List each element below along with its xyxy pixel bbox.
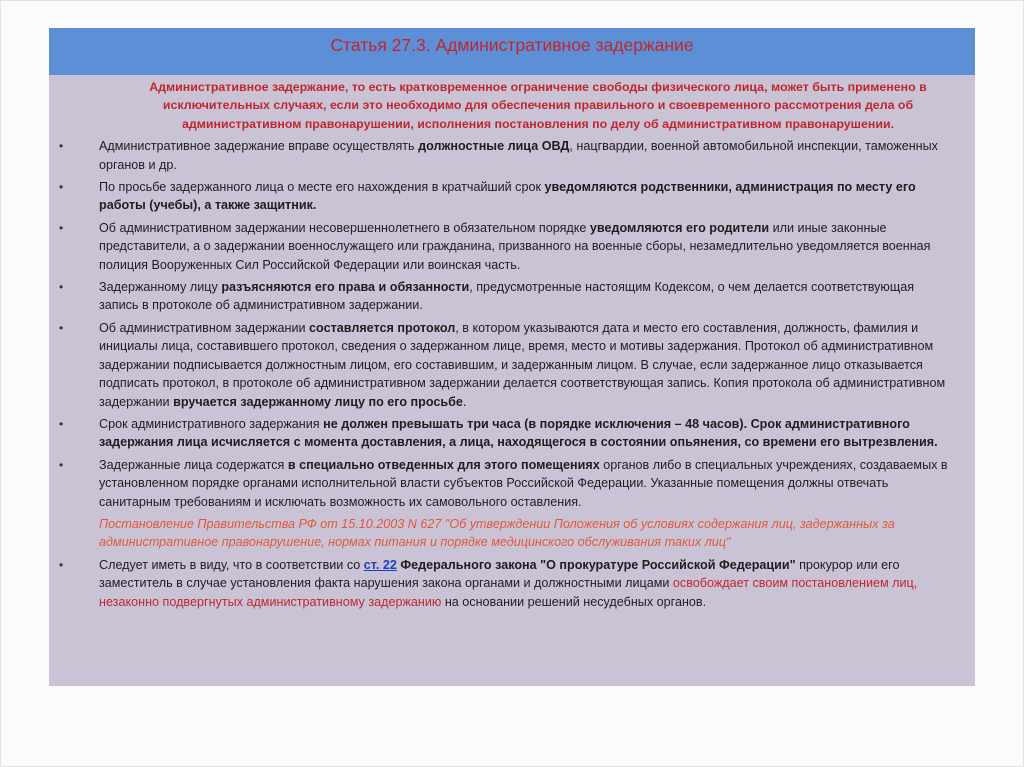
bullet-text: , в котором указываются дата и место его составления, должность, фамилия и инициалы лица, составившего протокол, сведения о задержанном лице, время, место и мотивы задержания. Протокол об административном задержании подписывается должностным лицом, его составившим, и задержанным лицом. В случае, если задержанное лицо отказывается подписать протокол, в протоколе об административном задержании делается соответствующая запись. Копия протокола об административном задержании xyxy=(99,320,946,409)
slide-content xyxy=(49,78,975,611)
bullet-item-minors xyxy=(49,219,975,274)
bullet-item-protocol xyxy=(49,319,975,411)
bullet-item-prosecutor xyxy=(49,556,975,611)
slide-title: Статья 27.3. Административное задержание xyxy=(330,35,694,55)
bullet-emphasis: не должен превышать три часа (в порядке исключения – 48 часов). Срок административного задержания лица исчисляется с момента доставления, а лица, находящегося в состоянии опьянения, со времени его вытрезвления. xyxy=(99,416,938,450)
bullet-emphasis: Федерального закона "О прокуратуре Российской Федерации" xyxy=(396,557,796,572)
bullet-icon: • xyxy=(59,220,64,235)
bullet-text: По просьбе задержанного лица о месте его нахождения в кратчайший срок xyxy=(99,180,545,195)
regulation-note: Постановление Правительства РФ от 15.10.2003 N 627 "Об утверждении Положения об условиях содержания лиц, задержанных за административное правонарушение, нормах питания и порядке медицинского обслуживания таких лиц" xyxy=(99,516,895,550)
bullet-item-detention-premises xyxy=(49,456,975,511)
bullet-text: Следует иметь в виду, что в соответствии со xyxy=(99,557,364,572)
bullet-emphasis: уведомляются родственники, администрация по месту его работы (учебы), а также защитник. xyxy=(99,180,916,213)
bullet-item-term xyxy=(49,415,975,452)
bullet-icon: • xyxy=(59,457,64,472)
bullet-emphasis: в специально отведенных для этого помещениях xyxy=(287,457,600,472)
bullet-emphasis: вручается задержанному лицу по его просьбе xyxy=(173,394,463,409)
bullet-text: . xyxy=(462,394,467,409)
bullet-icon: • xyxy=(59,180,64,195)
bullet-icon: • xyxy=(59,280,64,295)
bullet-text: или иные законные представители, а о задержании военнослужащего или гражданина, призванного на военные сборы, незамедлительно уведомляется военная полиция Вооруженных Сил Российской Федерации или воинская часть. xyxy=(99,220,931,272)
bullet-text: , нацгвардии, военной автомобильной инспекции, таможенных органов и др. xyxy=(99,139,938,172)
bullet-text: Об административном задержании xyxy=(99,320,310,335)
bullet-emphasis: должностные лица ОВД xyxy=(418,139,570,154)
bullet-icon: • xyxy=(59,320,64,335)
bullet-item-rights xyxy=(49,278,975,315)
bullet-emphasis: составляется протокол xyxy=(309,320,456,335)
title-bar xyxy=(49,28,975,75)
article-22-link[interactable]: ст. 22 xyxy=(363,557,397,572)
bullet-text: Задержанному лицу xyxy=(99,280,222,295)
bullet-highlight: освобождает своим постановлением лиц, незаконно подвергнутых административному задержанию xyxy=(99,576,918,609)
bullet-icon: • xyxy=(59,557,64,572)
bullet-icon: • xyxy=(59,139,64,154)
bullet-text: Административное задержание вправе осуществлять xyxy=(99,139,419,154)
bullet-emphasis: уведомляются его родители xyxy=(589,220,770,235)
bullet-text: Срок административного задержания xyxy=(99,416,324,431)
bullet-text: прокурор или его заместитель в случае установления факта нарушения закона органами и должностными лицами xyxy=(99,557,900,591)
bullet-text: органов либо в специальных учреждениях, создаваемых в установленном порядке органами исполнительной власти субъектов Российской Федерации. Указанные помещения должны отвечать санитарным требованиям и исключать возможность их самовольного оставления. xyxy=(99,457,948,509)
bullet-icon: • xyxy=(59,416,64,431)
bullet-text: на основании решений несудебных органов. xyxy=(441,594,707,609)
bullet-item-authority xyxy=(49,137,975,174)
bullet-item-notification xyxy=(49,178,975,215)
bullet-text: Задержанные лица содержатся xyxy=(99,457,288,472)
bullet-text: , предусмотренные настоящим Кодексом, о чем делается соответствующая запись в протоколе об административном задержании. xyxy=(99,280,915,313)
bullet-text: Об административном задержании несовершеннолетнего в обязательном порядке xyxy=(99,220,590,235)
bullet-emphasis: разъясняются его права и обязанности xyxy=(221,280,470,295)
lead-paragraph: Административное задержание, то есть кратковременное ограничение свободы физического лица, может быть применено в исключительных случаях, если это необходимо для обеспечения правильного и своевременного рассмотрения дела об административном правонарушении, исполнения постановления по делу об административном правонарушении. xyxy=(149,80,927,131)
